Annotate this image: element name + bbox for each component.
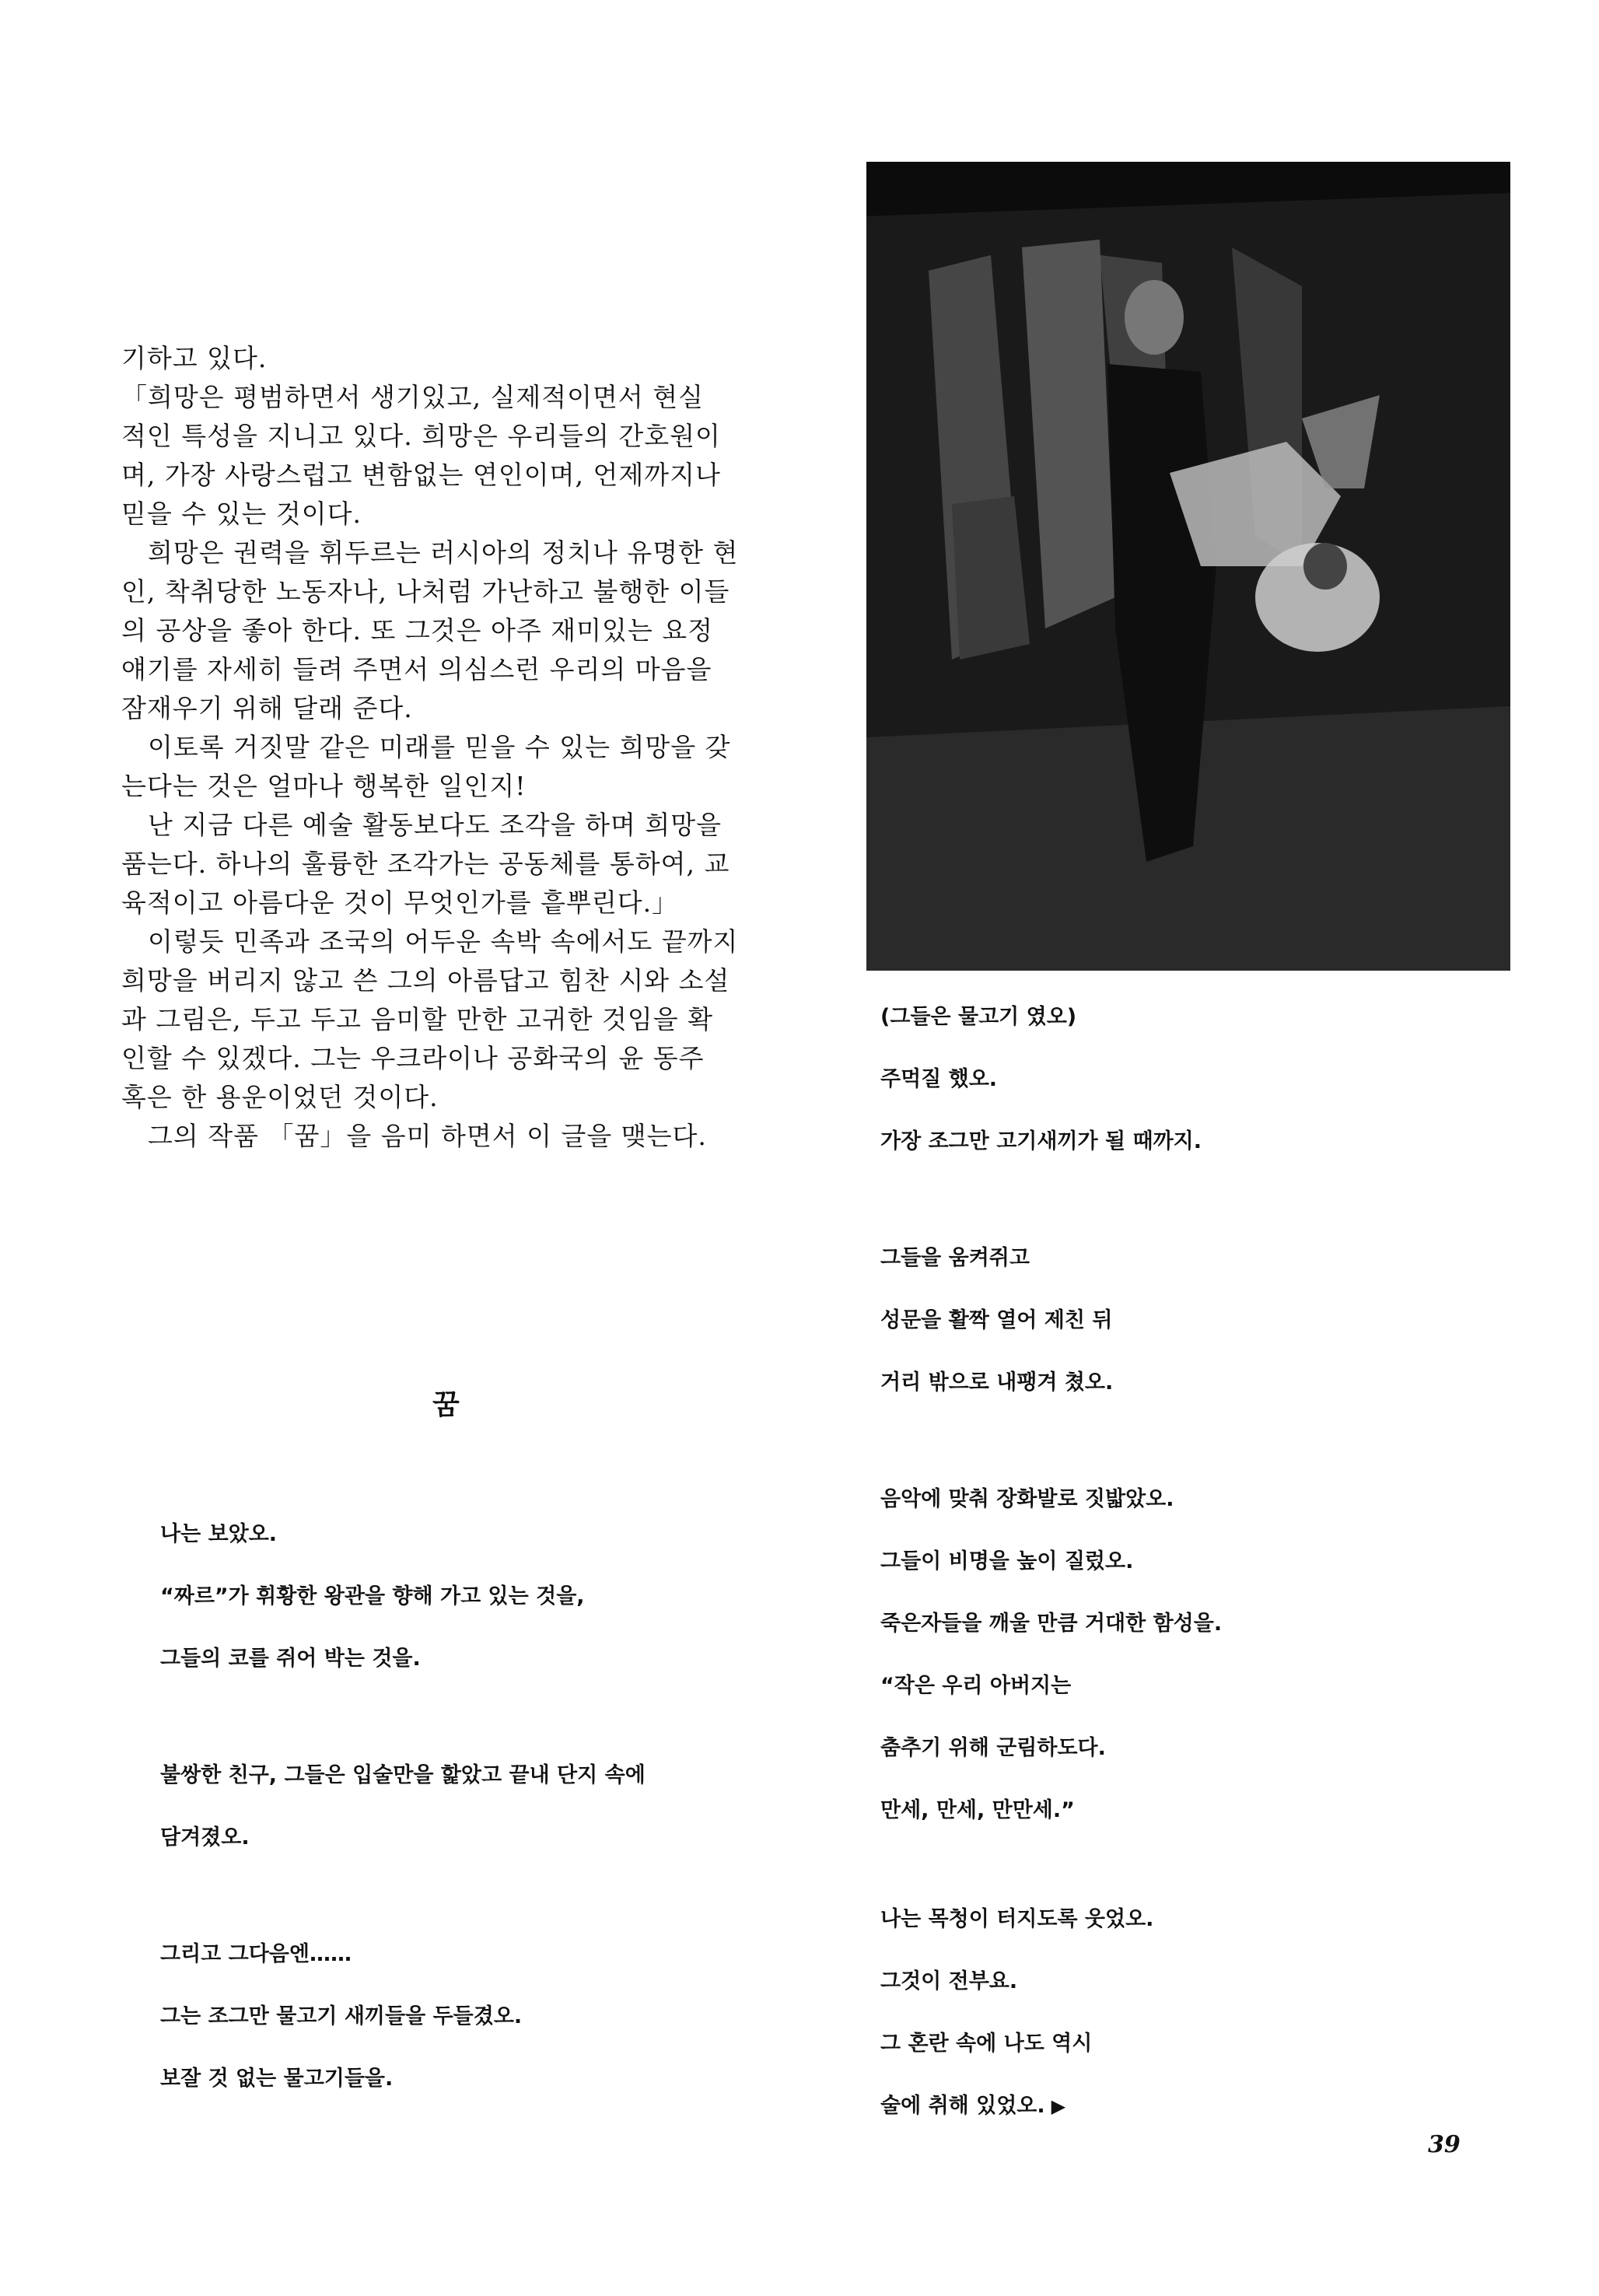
poem-line: 보잘 것 없는 물고기들을. (160, 2067, 394, 2091)
poem-line: 주먹질 했오. (880, 1067, 998, 1091)
poem-line: 불쌍한 친구, 그들은 입술만을 핥았고 끝내 단지 속에 (160, 1763, 646, 1787)
poem-right-column (880, 999, 1487, 2119)
poem-line: “작은 우리 아버지는 (880, 1674, 1072, 1698)
prose-line: 얘기를 자세히 들려 주면서 의심스런 우리의 마음을 (121, 654, 712, 684)
prose-line: 육적이고 아름다운 것이 무엇인가를 흩뿌린다.」 (121, 887, 679, 918)
poem-line: 음악에 맞춰 장화발로 짓밟았오. (880, 1487, 1174, 1511)
poem-line: 성문을 활짝 열어 제친 뒤 (880, 1308, 1113, 1332)
prose-line: 믿을 수 있는 것이다. (121, 499, 362, 529)
poem-line-text: 술에 취해 있었오. (880, 2094, 1045, 2118)
article-prose (121, 339, 798, 1156)
prose-line: 그의 작품 「꿈」을 음미 하면서 이 글을 맺는다. (148, 1121, 707, 1151)
prose-line: 희망을 버리지 않고 쓴 그의 아름답고 힘찬 시와 소설 (121, 965, 730, 996)
poem-line: 나는 목청이 터지도록 웃었오. (880, 1907, 1154, 1931)
prose-line: 이렇듯 민족과 조국의 어두운 속박 속에서도 끝까지 (148, 926, 739, 957)
prose-line: 기하고 있다. (121, 343, 268, 373)
poem-left-column (160, 1517, 798, 2108)
poem-line: 그것이 전부요. (880, 1969, 1018, 1993)
prose-line: 잠재우기 위해 달래 준다. (121, 693, 413, 723)
poem-line: 그 혼란 속에 나도 역시 (880, 2032, 1093, 2056)
prose-line: 희망은 권력을 휘두르는 러시아의 정치나 유명한 현 (148, 537, 739, 568)
poem-line: 거리 밖으로 내팽겨 쳤오. (880, 1370, 1114, 1395)
prose-line: 의 공상을 좋아 한다. 또 그것은 아주 재미있는 요정 (121, 615, 713, 646)
prose-line: 며, 가장 사랑스럽고 변함없는 연인이며, 언제까지나 (121, 460, 721, 490)
poem-line-last (880, 2088, 1065, 2119)
poem-line: 그리고 그다음엔…… (160, 1942, 352, 1966)
page-number: 39 (1428, 2131, 1461, 2158)
prose-line: 이토록 거짓말 같은 미래를 믿을 수 있는 희망을 갖 (148, 732, 731, 762)
poem-line: 나는 보았오. (160, 1522, 278, 1546)
poem-line: 가장 조그만 고기새끼가 될 때까지. (880, 1129, 1202, 1153)
photo-illustration (866, 162, 1510, 971)
triangle-right-icon: ▶ (1051, 2095, 1066, 2117)
prose-line: 「희망은 평범하면서 생기있고, 실제적이면서 현실 (121, 382, 705, 412)
poem-line: 춤추기 위해 군림하도다. (880, 1736, 1106, 1760)
prose-line: 인할 수 있겠다. 그는 우크라이나 공화국의 윤 동주 (121, 1043, 705, 1073)
poem-line: 죽은자들을 깨울 만큼 거대한 함성을. (880, 1612, 1223, 1636)
prose-line: 인, 착취당한 노동자나, 나처럼 가난하고 불행한 이들 (121, 576, 730, 607)
poem-line: (그들은 물고기 였오) (880, 1005, 1077, 1029)
prose-line: 과 그림은, 두고 두고 음미할 만한 고귀한 것임을 확 (121, 1004, 713, 1034)
prose-line: 혹은 한 용운이었던 것이다. (121, 1082, 439, 1112)
poem-line: 담겨졌오. (160, 1825, 250, 1850)
poem-line: 그들이 비명을 높이 질렀오. (880, 1549, 1134, 1573)
prose-line: 는다는 것은 얼마나 행복한 일인지! (121, 771, 527, 801)
poem-line: 만세, 만세, 만만세.” (880, 1798, 1075, 1822)
prose-line: 품는다. 하나의 훌륭한 조각가는 공동체를 통하여, 교 (121, 849, 730, 879)
poem-line: 그들의 코를 쥐어 박는 것을. (160, 1647, 421, 1671)
poem-line: 그는 조그만 물고기 새끼들을 두들겼오. (160, 2004, 523, 2028)
poem-title: 꿈 (432, 1389, 460, 1421)
poem-line: “짜르”가 휘황한 왕관을 향해 가고 있는 것을, (160, 1584, 585, 1608)
prose-line: 난 지금 다른 예술 활동보다도 조각을 하며 희망을 (148, 810, 722, 840)
poem-line: 그들을 움켜쥐고 (880, 1246, 1030, 1270)
prose-line: 적인 특성을 지니고 있다. 희망은 우리들의 간호원이 (121, 421, 721, 451)
